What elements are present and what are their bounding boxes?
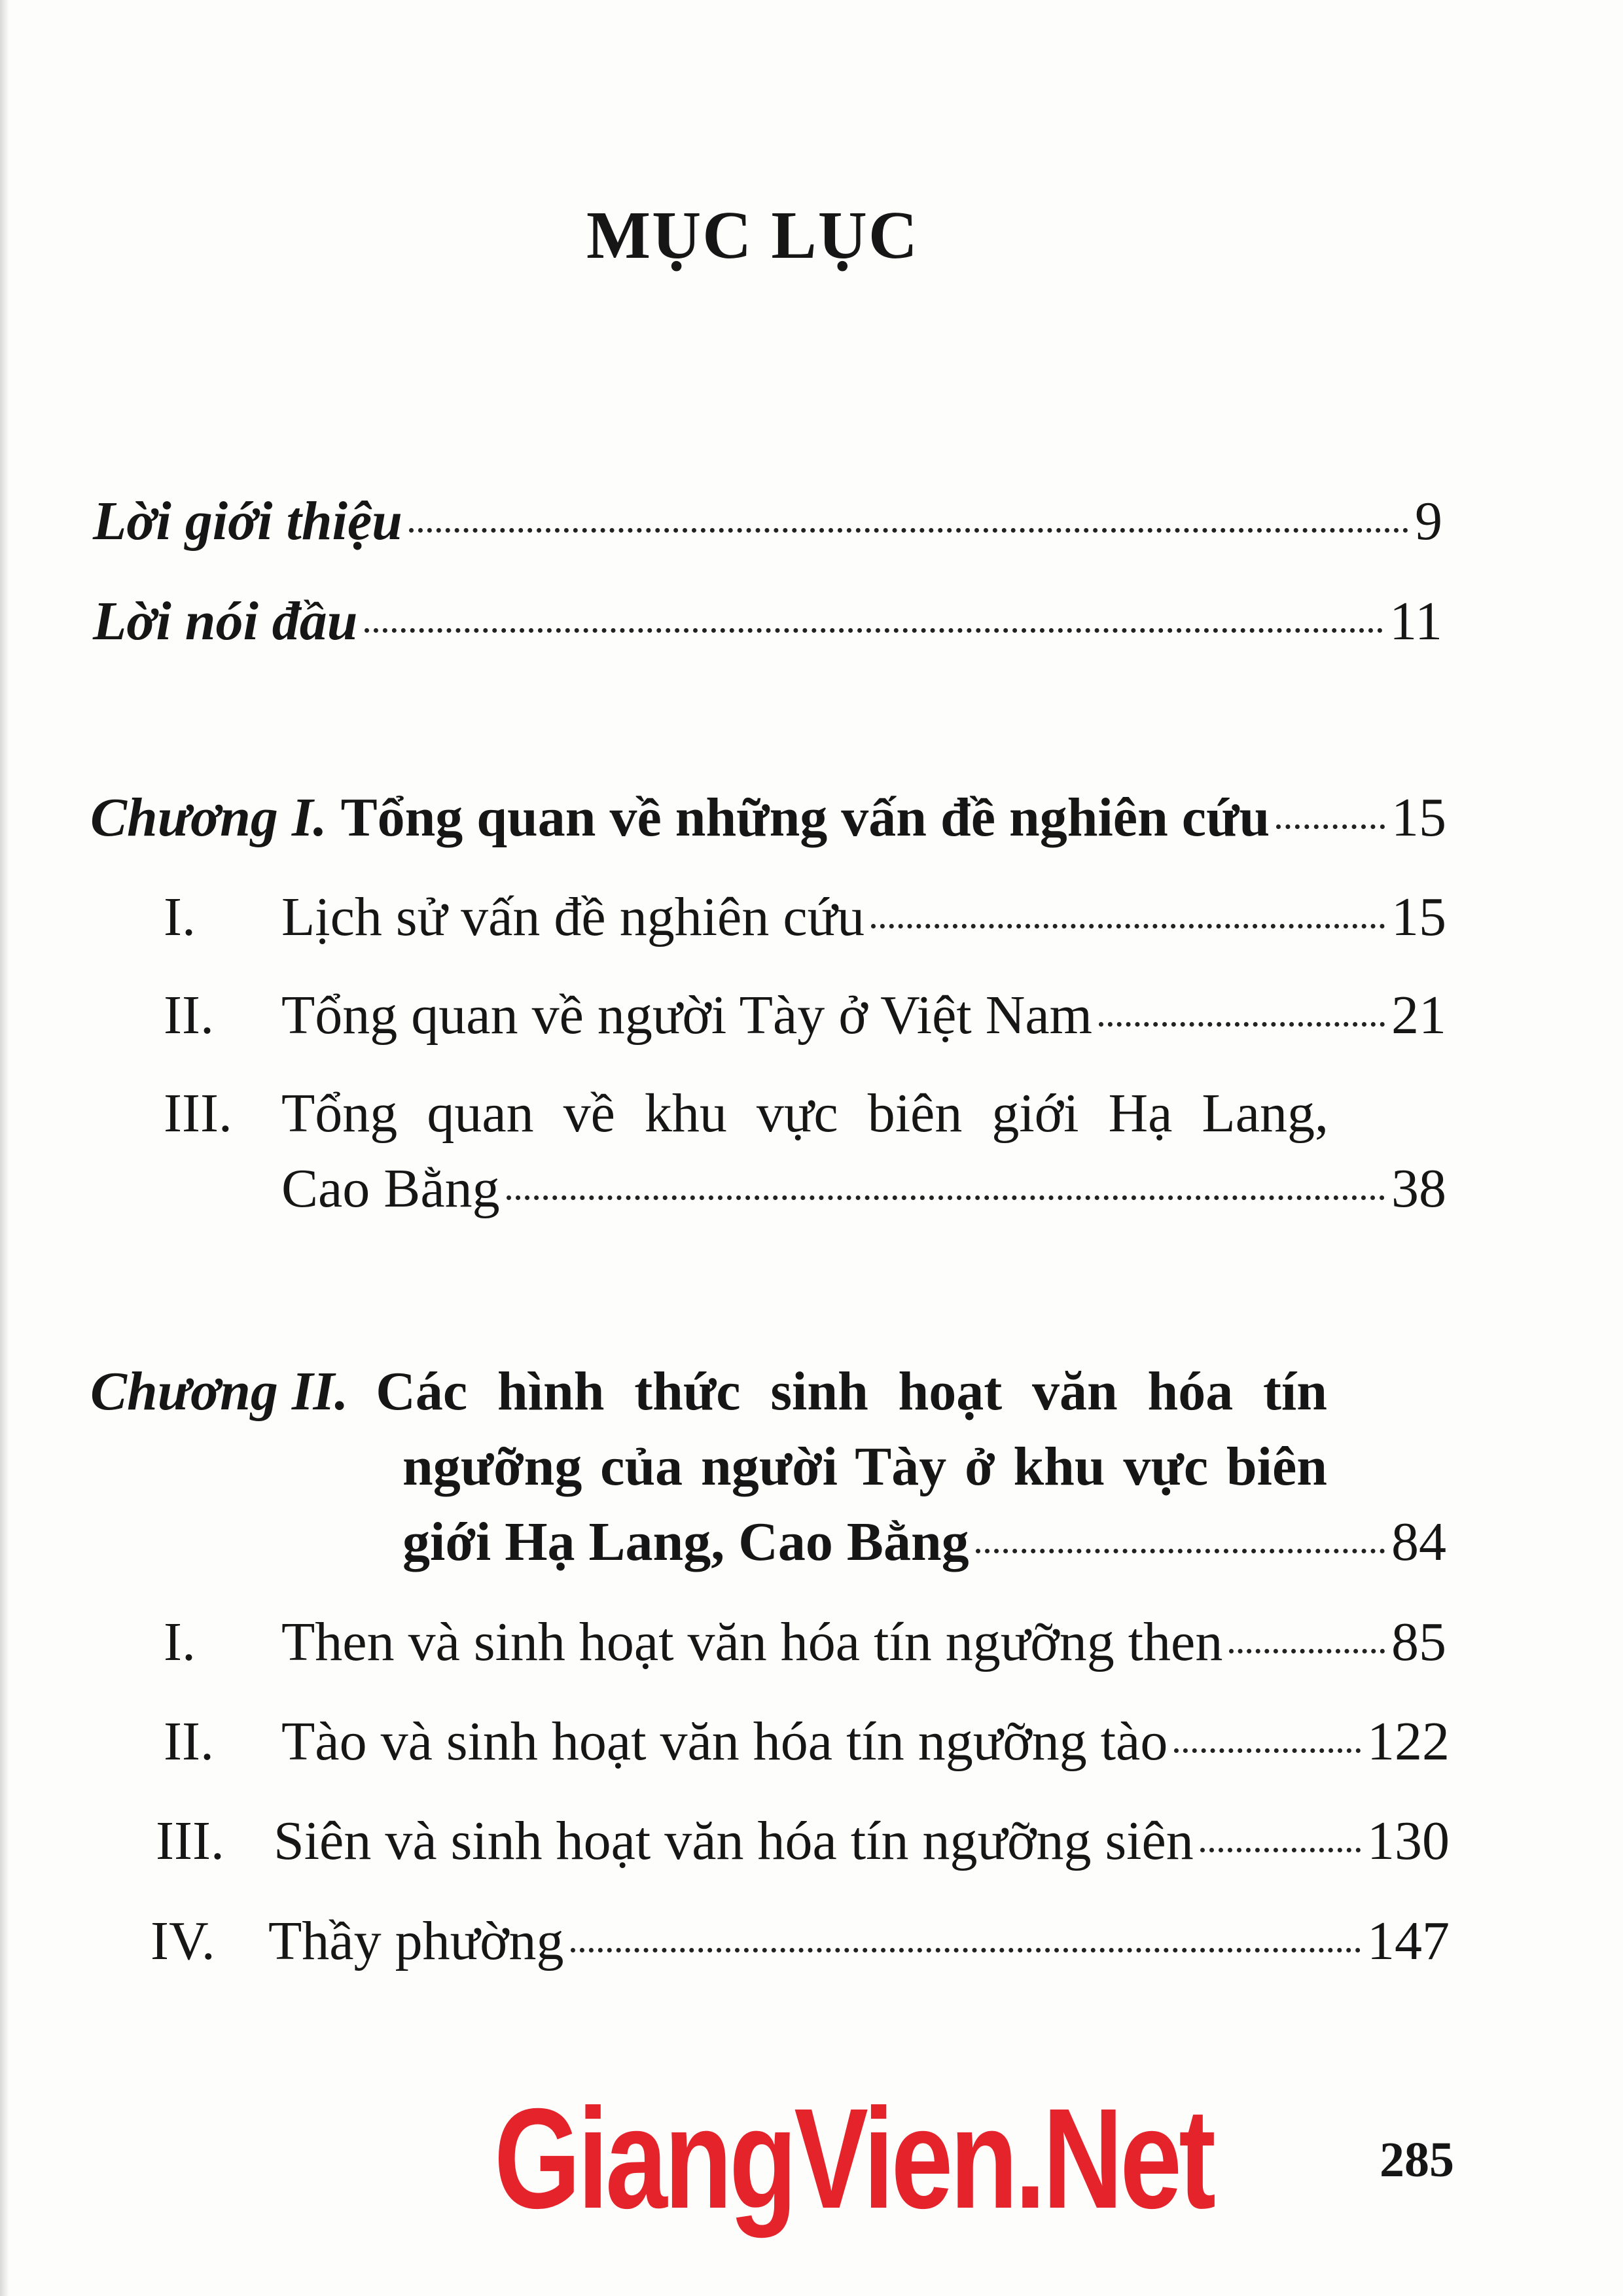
dot-leader <box>365 628 1383 633</box>
dot-leader <box>571 1948 1361 1952</box>
page-title: MỤC LỤC <box>586 198 919 273</box>
chapter-heading <box>90 787 1270 848</box>
toc-chapter-2-continuation <box>402 1511 1446 1572</box>
toc-entry-page: 84 <box>1391 1511 1446 1572</box>
dot-leader <box>409 528 1408 533</box>
toc-entry-page: 130 <box>1367 1810 1450 1871</box>
section-label: Cao Bằng <box>281 1158 500 1219</box>
section-number: II. <box>164 985 214 1046</box>
toc-entry-label: Lời nói đầu <box>93 591 358 652</box>
toc-section <box>164 1612 1446 1672</box>
toc-entry-loi-gioi-thieu <box>93 491 1442 552</box>
toc-section <box>151 1911 1450 1971</box>
toc-entry-loi-noi-dau <box>93 591 1442 652</box>
toc-section <box>164 887 1446 947</box>
section-label: Tào và sinh hoạt văn hóa tín ngưỡng tào <box>281 1711 1168 1772</box>
toc-section-continuation <box>281 1158 1446 1219</box>
dot-leader <box>1174 1748 1361 1753</box>
toc-entry-page: 11 <box>1389 591 1442 652</box>
toc-section <box>164 1711 1450 1772</box>
section-label: Siên và sinh hoạt văn hóa tín ngưỡng siên <box>274 1810 1194 1871</box>
section-label: Thầy phường <box>268 1911 564 1971</box>
dot-leader <box>976 1549 1385 1553</box>
dot-leader <box>1276 824 1385 829</box>
toc-chapter-2-continuation <box>402 1436 1327 1497</box>
dot-leader <box>507 1195 1385 1200</box>
chapter-title-line: giới Hạ Lang, Cao Bằng <box>402 1511 969 1572</box>
chapter-title: Tổng quan về những vấn đề nghiên cứu <box>340 787 1270 848</box>
toc-entry-page: 9 <box>1415 491 1442 552</box>
dot-leader <box>1099 1022 1385 1027</box>
toc-entry-page: 85 <box>1391 1612 1446 1672</box>
toc-entry-page: 15 <box>1391 887 1446 947</box>
page-edge <box>0 0 9 2296</box>
section-label: Then và sinh hoạt văn hóa tín ngưỡng then <box>281 1612 1223 1672</box>
toc-section <box>164 1083 1329 1144</box>
toc-entry-page: 15 <box>1391 787 1446 848</box>
dot-leader <box>1229 1649 1385 1653</box>
toc-chapter-2 <box>90 1361 1327 1422</box>
toc-entry-page: 21 <box>1391 985 1446 1046</box>
toc-entry-page: 122 <box>1367 1711 1450 1772</box>
section-number: I. <box>164 887 196 947</box>
page-number: 285 <box>1380 2132 1454 2187</box>
section-label: Tổng quan về khu vực biên giới Hạ Lang, <box>281 1083 1329 1144</box>
section-number: III. <box>164 1083 232 1144</box>
watermark-logo: GiangVien.Net <box>494 2079 1213 2238</box>
dot-leader <box>1200 1848 1361 1852</box>
chapter-title-line: Các hình thức sinh hoạt văn hóa tín <box>376 1361 1327 1422</box>
chapter-prefix: Chương I. <box>90 787 327 848</box>
section-number: IV. <box>151 1911 215 1971</box>
toc-entry-page: 147 <box>1367 1911 1450 1971</box>
section-number: III. <box>156 1810 224 1871</box>
section-number: II. <box>164 1711 214 1772</box>
section-label: Tổng quan về người Tày ở Việt Nam <box>281 985 1092 1046</box>
toc-entry-label: Lời giới thiệu <box>93 491 402 552</box>
section-number: I. <box>164 1612 196 1672</box>
toc-section <box>156 1810 1450 1871</box>
chapter-prefix: Chương II. <box>90 1361 349 1422</box>
chapter-title-line: ngưỡng của người Tày ở khu vực biên <box>402 1436 1327 1497</box>
toc-chapter-1 <box>90 787 1446 848</box>
section-label: Lịch sử vấn đề nghiên cứu <box>281 887 865 947</box>
dot-leader <box>871 924 1385 928</box>
toc-entry-page: 38 <box>1391 1158 1446 1219</box>
toc-section <box>164 985 1446 1046</box>
